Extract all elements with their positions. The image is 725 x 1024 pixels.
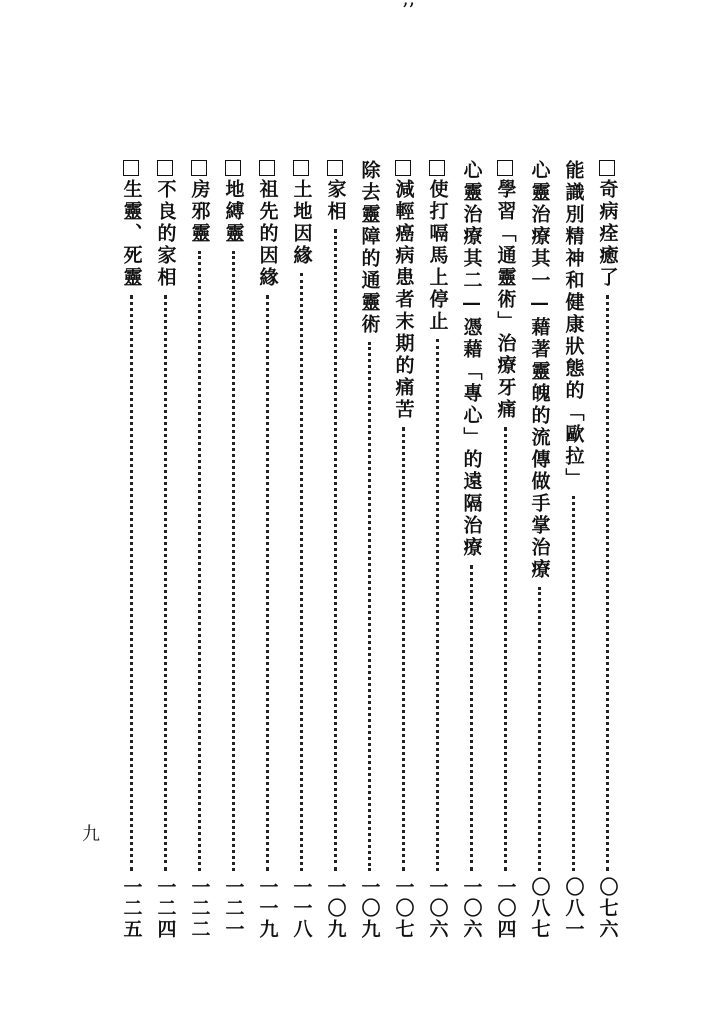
dotted-leader — [606, 295, 609, 871]
toc-entry[interactable] — [456, 160, 486, 940]
dotted-leader — [232, 251, 235, 871]
toc-entry-title: 減輕癌病患者末期的痛苦 — [392, 179, 415, 421]
page-number: 九 — [82, 824, 100, 845]
square-bullet-icon — [497, 160, 513, 176]
toc-entry[interactable] — [592, 160, 622, 940]
toc-entry[interactable] — [524, 160, 554, 940]
toc-entry-page: 一〇七 — [392, 877, 415, 940]
dotted-leader — [164, 295, 167, 871]
dotted-leader — [436, 339, 439, 871]
toc-entry-title: 使打嗝馬上停止 — [426, 179, 449, 333]
toc-entry[interactable] — [422, 160, 452, 940]
toc-entry[interactable] — [218, 160, 248, 940]
toc-entry[interactable] — [354, 160, 384, 940]
toc-entry-title: 土地因緣 — [290, 179, 313, 267]
toc-entry-title: 不良的家相 — [154, 179, 177, 289]
square-bullet-icon — [225, 160, 241, 176]
toc-entry-page: 一二五 — [120, 877, 143, 940]
toc-entry-title: 家相 — [324, 179, 347, 223]
square-bullet-icon — [191, 160, 207, 176]
square-bullet-icon — [429, 160, 445, 176]
dotted-leader — [266, 295, 269, 871]
square-bullet-icon — [327, 160, 343, 176]
dotted-leader — [470, 565, 473, 871]
toc-entry[interactable] — [252, 160, 282, 940]
dotted-leader — [402, 427, 405, 871]
toc-entry[interactable] — [320, 160, 350, 940]
toc-entry-page: 〇八七 — [528, 877, 551, 940]
toc-entry-title: 心靈治療其一—藉著靈魄的流傳做手掌治療 — [528, 160, 551, 581]
dotted-leader — [300, 273, 303, 871]
dotted-leader — [130, 295, 133, 871]
toc-entry-page: 一一八 — [290, 877, 313, 940]
toc-entry[interactable] — [184, 160, 214, 940]
square-bullet-icon — [157, 160, 173, 176]
top-mark: ’’ — [402, 0, 415, 22]
toc-entry-page: 一〇六 — [426, 877, 449, 940]
dotted-leader — [198, 251, 201, 871]
toc-entry-page: 一二二 — [188, 877, 211, 940]
toc-entry-page: 一一九 — [256, 877, 279, 940]
toc-entry[interactable] — [150, 160, 180, 940]
toc-entry-title: 祖先的因緣 — [256, 179, 279, 289]
toc-entry-title: 學習「通靈術」治療牙痛 — [494, 179, 517, 421]
toc-entry-page: 〇八一 — [562, 877, 585, 940]
toc-entry-title: 能識別精神和健康狀態的「歐拉」 — [562, 160, 585, 490]
dotted-leader — [504, 427, 507, 871]
toc-entry-page: 一〇九 — [358, 877, 381, 940]
toc-entry[interactable] — [286, 160, 316, 940]
toc-entry-page: 一〇九 — [324, 877, 347, 940]
toc-entry[interactable] — [388, 160, 418, 940]
square-bullet-icon — [123, 160, 139, 176]
toc-entry-title: 房邪靈 — [188, 179, 211, 245]
toc-entry-title: 除去靈障的通靈術 — [358, 160, 381, 336]
square-bullet-icon — [259, 160, 275, 176]
toc-entry-page: 一二一 — [222, 877, 245, 940]
toc-entry-title: 地縛靈 — [222, 179, 245, 245]
toc-entry-title: 奇病痊癒了 — [596, 179, 619, 289]
toc-entry-page: 一〇四 — [494, 877, 517, 940]
toc-entry-title: 生靈、死靈 — [120, 179, 143, 289]
toc-entry[interactable] — [490, 160, 520, 940]
square-bullet-icon — [395, 160, 411, 176]
toc-entry-page: 一〇六 — [460, 877, 483, 940]
dotted-leader — [334, 229, 337, 871]
toc-entry[interactable] — [558, 160, 588, 940]
dotted-leader — [572, 496, 575, 871]
square-bullet-icon — [293, 160, 309, 176]
toc-entry-title: 心靈治療其二—憑藉「專心」的遠隔治療 — [460, 160, 483, 559]
toc-entry-page: 一二四 — [154, 877, 177, 940]
square-bullet-icon — [599, 160, 615, 176]
toc-entry-page: 〇七六 — [596, 877, 619, 940]
toc-entry[interactable] — [116, 160, 146, 940]
dotted-leader — [368, 342, 371, 871]
dotted-leader — [538, 587, 541, 871]
